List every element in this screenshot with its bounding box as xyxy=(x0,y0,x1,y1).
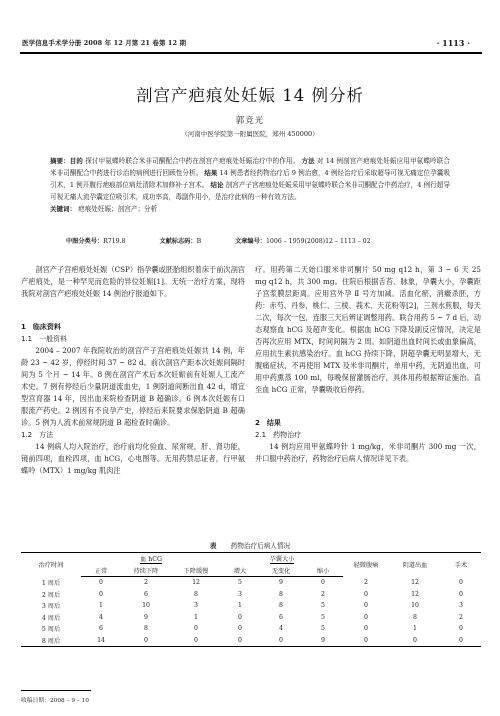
table-row xyxy=(21,612,481,624)
subheader-normal: 正常 xyxy=(81,565,121,577)
table-caption-text: 药物治疗后病人情况 xyxy=(230,542,291,550)
table-cell: 0 xyxy=(364,613,368,621)
subheader-increase: 增大 xyxy=(221,565,259,577)
table-cell: 9 xyxy=(303,635,343,647)
table-cell: 10 xyxy=(142,602,150,610)
table-cell: 5 xyxy=(321,625,325,633)
table-cell: 9 xyxy=(279,579,283,587)
table-cell: 0 xyxy=(194,625,198,633)
table-row xyxy=(21,623,481,635)
footer-rule xyxy=(21,690,91,691)
article-no-label: 文章编号： xyxy=(235,238,266,245)
table-cell: 0 xyxy=(238,625,242,633)
table-cell: 0 xyxy=(459,625,463,633)
subheader-no-change: 无变化 xyxy=(259,565,303,577)
table-cell: 4 xyxy=(279,625,283,633)
table-cell: 2 xyxy=(321,590,325,598)
table-cell: 12 xyxy=(192,579,200,587)
table-cell: 1 xyxy=(238,602,242,610)
abstract-result-label: 结果 xyxy=(204,169,218,177)
subheader-falling: 持续下降 xyxy=(121,565,171,577)
drug-therapy-paragraph: 14 例均应用甲氨蝶呤针 1 mg/kg，米非司酮片 300 mg 一次，并口服中药治疗，药物治疗后病人情况详见下表。 xyxy=(255,442,481,463)
section-heading-clinical-data: 1 临床资料 xyxy=(21,323,61,331)
table-cell: 5 xyxy=(321,613,325,621)
table-row xyxy=(21,635,481,647)
table-cell: 6 xyxy=(279,613,283,621)
table-cell: 2 xyxy=(459,613,463,621)
table-cell: 10 xyxy=(411,602,419,610)
left-column xyxy=(21,264,245,477)
table-row-label: 4 周后 xyxy=(41,614,61,622)
table-cell: 0 xyxy=(321,579,325,587)
subheader-decrease: 缩小 xyxy=(303,565,343,577)
abstract-conclusion-label: 结论 xyxy=(210,181,224,189)
table-cell: 0 xyxy=(259,635,303,647)
author: 郭竞光 xyxy=(235,116,265,126)
table-cell: 8 xyxy=(413,613,417,621)
right-column xyxy=(255,264,481,465)
journal-header: 医学信息手术学分册 2008 年 12 月第 21 卷第 12 期 xyxy=(22,39,187,47)
abstract xyxy=(50,155,450,215)
table-cell: 8 xyxy=(279,602,283,610)
table-cell: 0 xyxy=(99,590,103,598)
subheader-slow-fall: 下降缓慢 xyxy=(171,565,221,577)
clc-value: R719.8 xyxy=(103,238,126,245)
table-cell: 3 xyxy=(238,590,242,598)
table-cell: 0 xyxy=(121,635,171,647)
abstract-conclusion: 剖宫产子宫疤痕处妊娠采用甲氨蝶呤联合米非司酮配合中药治疗，4 例行超导可视无痛人流孕囊定位吸引术，成功率高，毒副作用小，是治疗此病的一种有效方法。 xyxy=(50,181,450,201)
abstract-method: 对 14 例剖宫产疤痕处妊娠应用甲氨蝶呤联合米非司酮配合中药进行诊治的病例进行回顾性分析。 xyxy=(50,157,450,177)
table-cell: 0 xyxy=(364,625,368,633)
table-row xyxy=(21,589,481,601)
header-hcg: 血 hCG xyxy=(140,556,162,564)
table-cell: 2 xyxy=(364,579,368,586)
clc-label: 中图分类号： xyxy=(66,238,104,245)
method-paragraph: 14 例病人均入院治疗，治疗前均化验血、尿常规，肝、肾功能，镜前四项，血栓四项，血 hCG，心电图等。无用药禁忌证者，行甲氨蝶呤（MTX）1 mg/kg 肌肉注 xyxy=(21,442,245,475)
doc-code-value: B xyxy=(196,238,202,245)
table-cell: 3 xyxy=(459,602,463,610)
classification-line xyxy=(66,236,371,245)
table-row-label: 2 周后 xyxy=(41,591,61,599)
keywords-label: 关键词： xyxy=(50,205,76,213)
table-cell: 0 xyxy=(459,590,463,598)
table-cell: 12 xyxy=(411,579,419,586)
table-cell: 0 xyxy=(343,635,389,647)
header-rule xyxy=(20,52,482,54)
table-caption-label: 表 xyxy=(209,542,217,550)
table-cell: 0 xyxy=(221,635,259,647)
table-cell: 8 xyxy=(194,590,198,598)
header-sac-size: 孕囊大小 xyxy=(269,556,295,564)
treatment-paragraph: 疗。用药第二天始口服米非司酮片 50 mg q12 h，第 3 ~ 6 天 25 mg q12 h，共 300 mg。住院后根据舌苔、脉象，孕囊大小，孕囊距子宫浆膜层距离。应用宫外孕 Ⅱ 号方加减。活血化瘀，消癥杀胚，方药：赤芍、丹参，桃仁、三棱、莪术、天花粉等[2]，三剂水煎服，每天二次，每次一包，连服三天后辨证调整用药。联合用药 5 ~ 7 d 后，动态观察血 hCG 及超声变化。根据血 hCG 下降及副反应情况，决定是否再次应用 MTX，时间间隔为 2 周。如阴道出血时间长或血象偏高，应用抗生素抗感染治疗。血 hCG 持续下降，阴超孕囊无明显增大，无腹痛症状，不再使用 MTX 及米非司酮片，单用中药，无阴道出血，可用中药熏蒸 100 ml，每晚保留灌肠治疗，具体用药根据辩证施治。直至血 hCG 正常，孕囊吸收后停药。 xyxy=(255,265,481,394)
results-table xyxy=(21,552,481,647)
page-number: · 1113 · xyxy=(436,38,470,48)
header-treatment-time: 治疗时间 xyxy=(21,553,81,577)
table-row xyxy=(21,577,481,589)
table-cell: 1 xyxy=(194,613,198,621)
table-cell: 0 xyxy=(238,613,242,621)
header-surgery: 手术 xyxy=(441,553,481,577)
table-cell: 0 xyxy=(441,635,481,647)
table-caption xyxy=(0,540,500,550)
subsection-heading-general-data: 1.1 一般资料 xyxy=(21,335,68,343)
table-cell: 0 xyxy=(99,579,103,587)
table-cell: 8 xyxy=(279,590,283,598)
table-cell: 12 xyxy=(411,590,419,598)
doc-code-label: 文献标志码： xyxy=(159,238,197,245)
table-cell: 5 xyxy=(238,579,242,587)
section-heading-results: 2 结果 xyxy=(255,419,281,427)
table-cell: 0 xyxy=(389,635,441,647)
table-cell: 6 xyxy=(144,590,148,598)
header-mild-pain: 轻微腹痛 xyxy=(343,553,389,577)
table-cell: 8 xyxy=(144,625,148,633)
table-cell: 1 xyxy=(99,602,103,610)
article-title: 剖宫产疤痕处妊娠 14 例分析 xyxy=(136,86,364,105)
table-row-label: 1 周后 xyxy=(41,580,61,587)
intro-paragraph: 剖宫产子宫疤痕处妊娠（CSP）指孕囊或胚胎组织着床于前次剖宫产疤痕处，是一种罕见而危险的异位妊娠[1]。无统一治疗方案，现将我院对剖宫产疤痕处妊娠 14 例治疗报道如下。 xyxy=(21,265,245,298)
table-cell: 0 xyxy=(364,590,368,598)
table-cell: 6 xyxy=(99,625,103,633)
table-row xyxy=(21,600,481,612)
keywords: 疤痕处妊娠；剖宫产；分析 xyxy=(78,205,158,213)
table-cell: 0 xyxy=(364,602,368,610)
subsection-heading-drug-therapy: 2.1 药物治疗 xyxy=(255,431,302,439)
table-cell: 5 xyxy=(321,602,325,610)
abstract-purpose-label: 摘要：目的 xyxy=(50,157,83,165)
table-row-label: 8 周后 xyxy=(21,635,81,647)
header-vaginal-bleeding: 阴道出血 xyxy=(389,553,441,577)
abstract-purpose: 探讨甲氨蝶呤联合米非司酮配合中药在剖宫产疤痕处妊娠治疗中的作用。 xyxy=(85,157,300,165)
general-data-paragraph: 2004 – 2007 年我院收治的剖宫产子宫疤痕处妊娠共 14 例，年龄 23 ~ 42 岁，停经时间 37 ~ 82 d。前次剖宫产距本次妊娠间隔时间为 5 个月 ~ 14 年。8 例在剖宫产术后本次妊娠前有妊娠人工流产术史。7 例有停经后少量阴道流血史，1 例阴道间断出血 42 d，增宜型宫育器 14 年，因出血来院检查阴道 B 超确诊。6 例本次妊娠有口服流产药史。2 例因有不良孕产史，停经后来院要求保胎阴道 B 超确诊。5 例为人流术前常规阴道 B 超检查时确诊。 xyxy=(21,346,245,427)
table-cell: 1 xyxy=(413,625,417,633)
table-row-label: 3 周后 xyxy=(41,603,61,611)
table-cell: 0 xyxy=(459,579,463,586)
affiliation: （河南中医学院第一附属医院，郑州 450000） xyxy=(181,130,319,138)
table-cell: 2 xyxy=(144,579,148,587)
table-cell: 3 xyxy=(194,602,198,610)
table-row-label: 5 周后 xyxy=(41,626,61,634)
table-cell: 4 xyxy=(99,613,103,621)
table-cell: 14 xyxy=(81,635,121,647)
table-cell: 9 xyxy=(144,613,148,621)
table-cell: 0 xyxy=(171,635,221,647)
article-no-value: 1006 – 1959(2008)12 – 1113 – 02 xyxy=(266,238,371,245)
abstract-result: 14 例患者经药物治疗后 9 例治愈，4 例经治疗后采取超导可视无痛定位孕囊吸引术，1 例开腹行疤痕部位病灶清除术加修补子宫术。 xyxy=(50,169,450,189)
abstract-method-label: 方法 xyxy=(301,157,315,165)
received-date: 收稿日期：2008 – 9 – 10 xyxy=(21,698,89,704)
subsection-heading-method: 1.2 方法 xyxy=(21,431,54,439)
